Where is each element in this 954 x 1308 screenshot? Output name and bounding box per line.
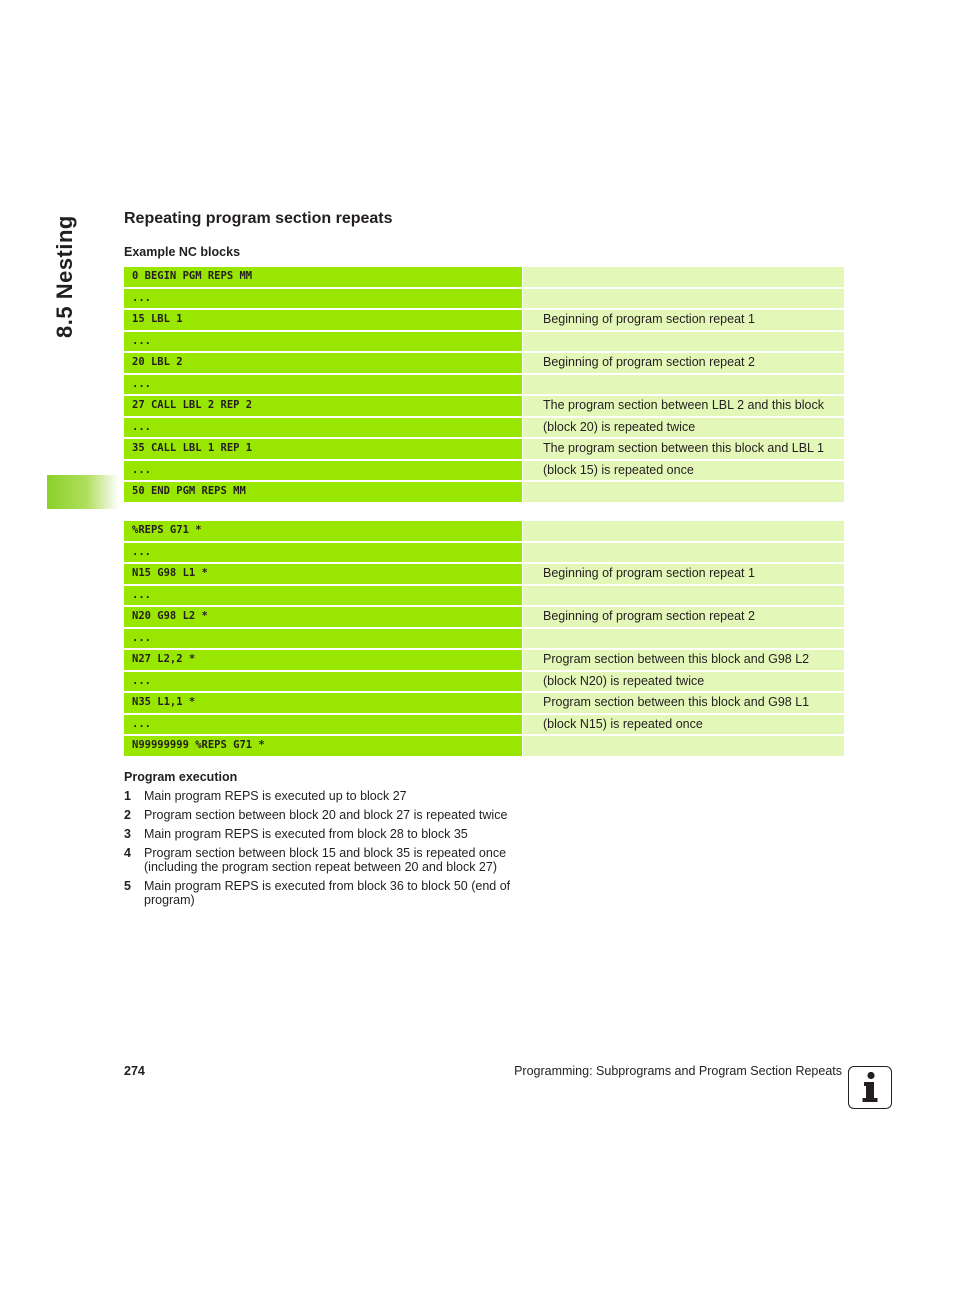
nc-block-code: 0 BEGIN PGM REPS MM — [124, 267, 522, 287]
list-item — [124, 846, 534, 874]
nc-block-code: ... — [124, 715, 522, 735]
list-item — [124, 879, 534, 907]
step-text: Main program REPS is executed from block 36 to block 50 (end of program) — [144, 879, 511, 907]
nc-block-description — [523, 543, 844, 563]
table-row — [124, 439, 844, 459]
step-number: 2 — [124, 808, 131, 822]
nc-block-code: 50 END PGM REPS MM — [124, 482, 522, 502]
table-row — [124, 353, 844, 373]
step-text: Main program REPS is executed up to block 27 — [144, 789, 407, 803]
nc-block-description — [523, 736, 844, 756]
nc-block-code: N15 G98 L1 * — [124, 564, 522, 584]
nc-block-code: 35 CALL LBL 1 REP 1 — [124, 439, 522, 459]
nc-block-description: (block N20) is repeated twice — [523, 672, 844, 692]
nc-block-description — [523, 332, 844, 352]
table-row — [124, 521, 844, 541]
nc-block-description: (block 20) is repeated twice — [523, 418, 844, 438]
table-row — [124, 332, 844, 352]
nc-block-description: (block 15) is repeated once — [523, 461, 844, 481]
table-row — [124, 693, 844, 713]
table-row — [124, 267, 844, 287]
chapter-title: Programming: Subprograms and Program Section Repeats — [514, 1064, 842, 1078]
table-row — [124, 736, 844, 756]
nc-block-description — [523, 521, 844, 541]
execution-heading: Program execution — [124, 770, 238, 784]
nc-block-code: ... — [124, 543, 522, 563]
nc-block-description: Program section between this block and G98 L2 — [523, 650, 844, 670]
step-number: 5 — [124, 879, 131, 893]
nc-block-description: The program section between this block and LBL 1 — [523, 439, 844, 459]
nc-block-code: ... — [124, 418, 522, 438]
nc-block-description — [523, 629, 844, 649]
nc-block-description — [523, 375, 844, 395]
step-text: Program section between block 20 and block 27 is repeated twice — [144, 808, 508, 822]
nc-block-code: ... — [124, 461, 522, 481]
table-row — [124, 289, 844, 309]
step-number: 3 — [124, 827, 131, 841]
list-item — [124, 789, 534, 803]
table-row — [124, 629, 844, 649]
nc-block-description — [523, 482, 844, 502]
nc-block-description: Program section between this block and G98 L1 — [523, 693, 844, 713]
execution-steps-list — [124, 789, 534, 912]
nc-block-code: ... — [124, 289, 522, 309]
table-row — [124, 672, 844, 692]
table-row — [124, 461, 844, 481]
nc-block-code: 27 CALL LBL 2 REP 2 — [124, 396, 522, 416]
list-item — [124, 827, 534, 841]
nc-block-description: Beginning of program section repeat 1 — [523, 310, 844, 330]
nc-block-description — [523, 267, 844, 287]
example-subheading: Example NC blocks — [124, 245, 241, 259]
nc-blocks-table-iso — [124, 521, 844, 758]
table-row — [124, 564, 844, 584]
step-text: Main program REPS is executed from block 28 to block 35 — [144, 827, 468, 841]
section-side-title: 8.5 Nesting — [52, 215, 77, 338]
info-icon — [848, 1066, 892, 1109]
nc-block-description: Beginning of program section repeat 2 — [523, 607, 844, 627]
nc-block-description — [523, 586, 844, 606]
table-row — [124, 482, 844, 502]
nc-block-code: 15 LBL 1 — [124, 310, 522, 330]
step-number: 4 — [124, 846, 131, 860]
table-row — [124, 375, 844, 395]
step-number: 1 — [124, 789, 131, 803]
nc-block-description: The program section between LBL 2 and this block — [523, 396, 844, 416]
nc-block-code: ... — [124, 375, 522, 395]
table-row — [124, 396, 844, 416]
nc-block-description: Beginning of program section repeat 1 — [523, 564, 844, 584]
nc-block-code: N27 L2,2 * — [124, 650, 522, 670]
nc-blocks-table-conversational — [124, 267, 844, 504]
table-row — [124, 607, 844, 627]
nc-block-description: (block N15) is repeated once — [523, 715, 844, 735]
nc-block-code: ... — [124, 672, 522, 692]
table-row — [124, 310, 844, 330]
nc-block-code: N35 L1,1 * — [124, 693, 522, 713]
nc-block-code: %REPS G71 * — [124, 521, 522, 541]
list-item — [124, 808, 534, 822]
table-row — [124, 650, 844, 670]
table-row — [124, 715, 844, 735]
step-text: Program section between block 15 and block 35 is repeated once (including the program section repeat between 20 and block 27) — [144, 846, 507, 874]
nc-block-code: 20 LBL 2 — [124, 353, 522, 373]
nc-block-code: ... — [124, 586, 522, 606]
nc-block-description: Beginning of program section repeat 2 — [523, 353, 844, 373]
table-row — [124, 586, 844, 606]
nc-block-code: ... — [124, 629, 522, 649]
section-tab-marker — [47, 475, 119, 509]
nc-block-description — [523, 289, 844, 309]
nc-block-code: ... — [124, 332, 522, 352]
table-row — [124, 418, 844, 438]
nc-block-code: N99999999 %REPS G71 * — [124, 736, 522, 756]
table-row — [124, 543, 844, 563]
nc-block-code: N20 G98 L2 * — [124, 607, 522, 627]
section-heading: Repeating program section repeats — [124, 210, 393, 227]
page-number: 274 — [124, 1064, 145, 1078]
